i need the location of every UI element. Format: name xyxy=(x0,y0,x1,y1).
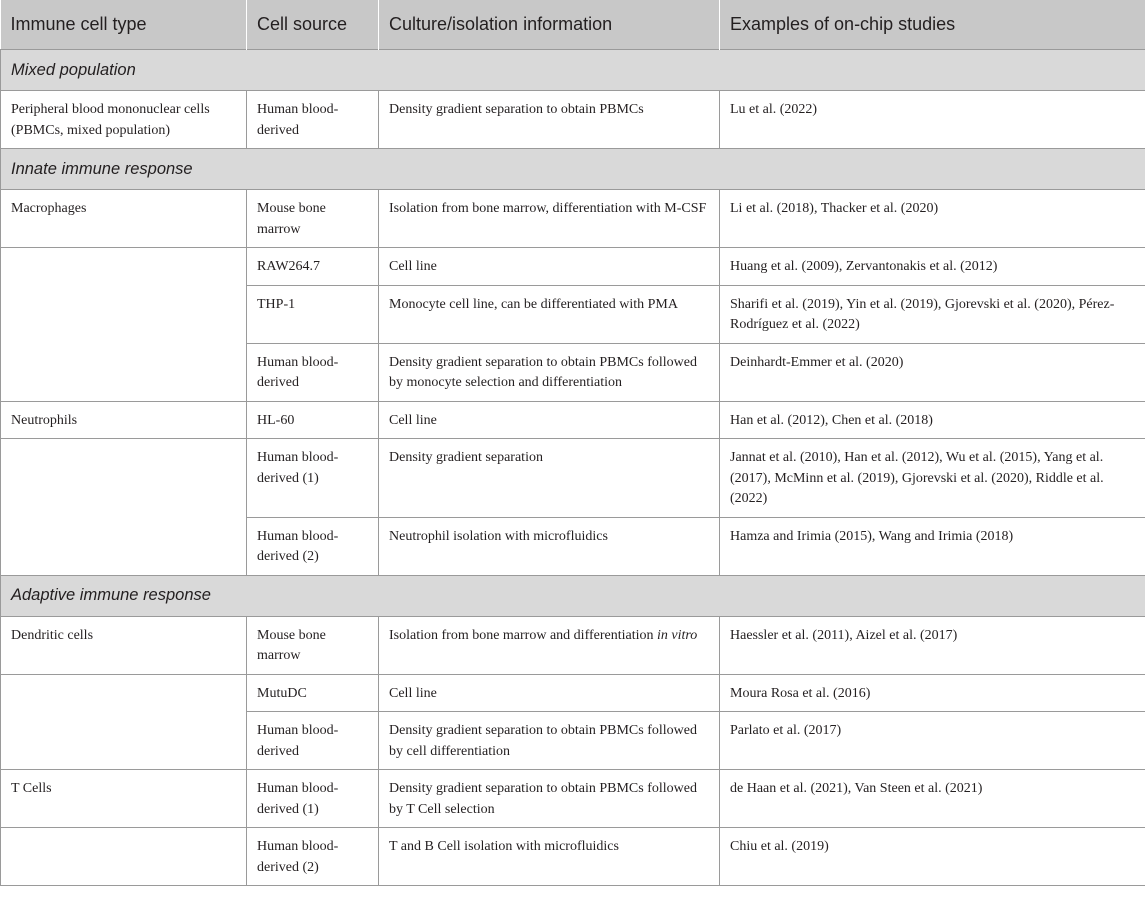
cell-type xyxy=(1,828,247,886)
cell-type: Dendritic cells xyxy=(1,616,247,674)
cell-examples: Lu et al. (2022) xyxy=(720,91,1145,149)
section-row xyxy=(1,575,1145,616)
header-examples: Examples of on-chip studies xyxy=(720,0,1145,50)
cell-examples: de Haan et al. (2021), Van Steen et al. (2021) xyxy=(720,770,1145,828)
table-row xyxy=(1,712,1145,770)
cell-examples: Han et al. (2012), Chen et al. (2018) xyxy=(720,401,1145,439)
table-row xyxy=(1,770,1145,828)
table-row xyxy=(1,439,1145,518)
section-title: Mixed population xyxy=(1,50,1145,91)
cell-type xyxy=(1,343,247,401)
table-row xyxy=(1,91,1145,149)
table-row xyxy=(1,828,1145,886)
cell-type xyxy=(1,439,247,518)
cell-info: Density gradient separation to obtain PBMCs followed by T Cell selection xyxy=(379,770,720,828)
cell-examples: Li et al. (2018), Thacker et al. (2020) xyxy=(720,190,1145,248)
cell-info: Isolation from bone marrow, differentiation with M-CSF xyxy=(379,190,720,248)
section-title: Adaptive immune response xyxy=(1,575,1145,616)
cell-info: Density gradient separation to obtain PBMCs followed by cell differentiation xyxy=(379,712,720,770)
cell-examples: Chiu et al. (2019) xyxy=(720,828,1145,886)
cell-source: Mouse bone marrow xyxy=(247,616,379,674)
cell-info: Density gradient separation to obtain PBMCs followed by monocyte selection and differentiation xyxy=(379,343,720,401)
cell-type xyxy=(1,674,247,712)
cell-examples: Huang et al. (2009), Zervantonakis et al. (2012) xyxy=(720,248,1145,286)
cell-type xyxy=(1,248,247,286)
cell-type: Macrophages xyxy=(1,190,247,248)
section-title: Innate immune response xyxy=(1,149,1145,190)
cell-source: Human blood-derived xyxy=(247,343,379,401)
cell-type xyxy=(1,285,247,343)
section-row xyxy=(1,50,1145,91)
cell-info: Cell line xyxy=(379,674,720,712)
header-row xyxy=(1,0,1145,50)
header-cell-source: Cell source xyxy=(247,0,379,50)
cell-info-italic: in vitro xyxy=(657,627,698,643)
cell-type: Peripheral blood mononuclear cells (PBMCs, mixed population) xyxy=(1,91,247,149)
cell-info-text: Isolation from bone marrow and differentiation xyxy=(389,627,657,643)
table-row xyxy=(1,674,1145,712)
header-culture-info: Culture/isolation information xyxy=(379,0,720,50)
table-row xyxy=(1,190,1145,248)
cell-examples: Jannat et al. (2010), Han et al. (2012), Wu et al. (2015), Yang et al. (2017), McMinn et al. (2019), Gjorevski et al. (2020), Riddle et al. (2022) xyxy=(720,439,1145,518)
cell-source: Human blood-derived (1) xyxy=(247,770,379,828)
cell-examples: Hamza and Irimia (2015), Wang and Irimia (2018) xyxy=(720,517,1145,575)
cell-source: Human blood-derived (2) xyxy=(247,828,379,886)
cell-info: Density gradient separation xyxy=(379,439,720,518)
table-row xyxy=(1,285,1145,343)
cell-source: HL-60 xyxy=(247,401,379,439)
cell-info xyxy=(379,616,720,674)
cell-type xyxy=(1,712,247,770)
cell-type: T Cells xyxy=(1,770,247,828)
table-row xyxy=(1,401,1145,439)
cell-type: Neutrophils xyxy=(1,401,247,439)
section-row xyxy=(1,149,1145,190)
cell-info: Density gradient separation to obtain PBMCs xyxy=(379,91,720,149)
cell-source: Mouse bone marrow xyxy=(247,190,379,248)
cell-examples: Parlato et al. (2017) xyxy=(720,712,1145,770)
cell-source: Human blood-derived (2) xyxy=(247,517,379,575)
cell-examples: Haessler et al. (2011), Aizel et al. (2017) xyxy=(720,616,1145,674)
cell-info: T and B Cell isolation with microfluidics xyxy=(379,828,720,886)
cell-info: Monocyte cell line, can be differentiated with PMA xyxy=(379,285,720,343)
cell-examples: Sharifi et al. (2019), Yin et al. (2019), Gjorevski et al. (2020), Pérez-Rodríguez et al. (2022) xyxy=(720,285,1145,343)
cell-source: MutuDC xyxy=(247,674,379,712)
cell-info: Cell line xyxy=(379,401,720,439)
cell-info: Cell line xyxy=(379,248,720,286)
table-row xyxy=(1,616,1145,674)
cell-source: Human blood-derived xyxy=(247,712,379,770)
table-row xyxy=(1,517,1145,575)
header-immune-cell-type: Immune cell type xyxy=(1,0,247,50)
cell-examples: Deinhardt-Emmer et al. (2020) xyxy=(720,343,1145,401)
cell-info: Neutrophil isolation with microfluidics xyxy=(379,517,720,575)
cell-source: THP-1 xyxy=(247,285,379,343)
cell-source: RAW264.7 xyxy=(247,248,379,286)
table-row xyxy=(1,343,1145,401)
cell-examples: Moura Rosa et al. (2016) xyxy=(720,674,1145,712)
cell-source: Human blood-derived (1) xyxy=(247,439,379,518)
cell-type xyxy=(1,517,247,575)
cell-source: Human blood-derived xyxy=(247,91,379,149)
table-row xyxy=(1,248,1145,286)
